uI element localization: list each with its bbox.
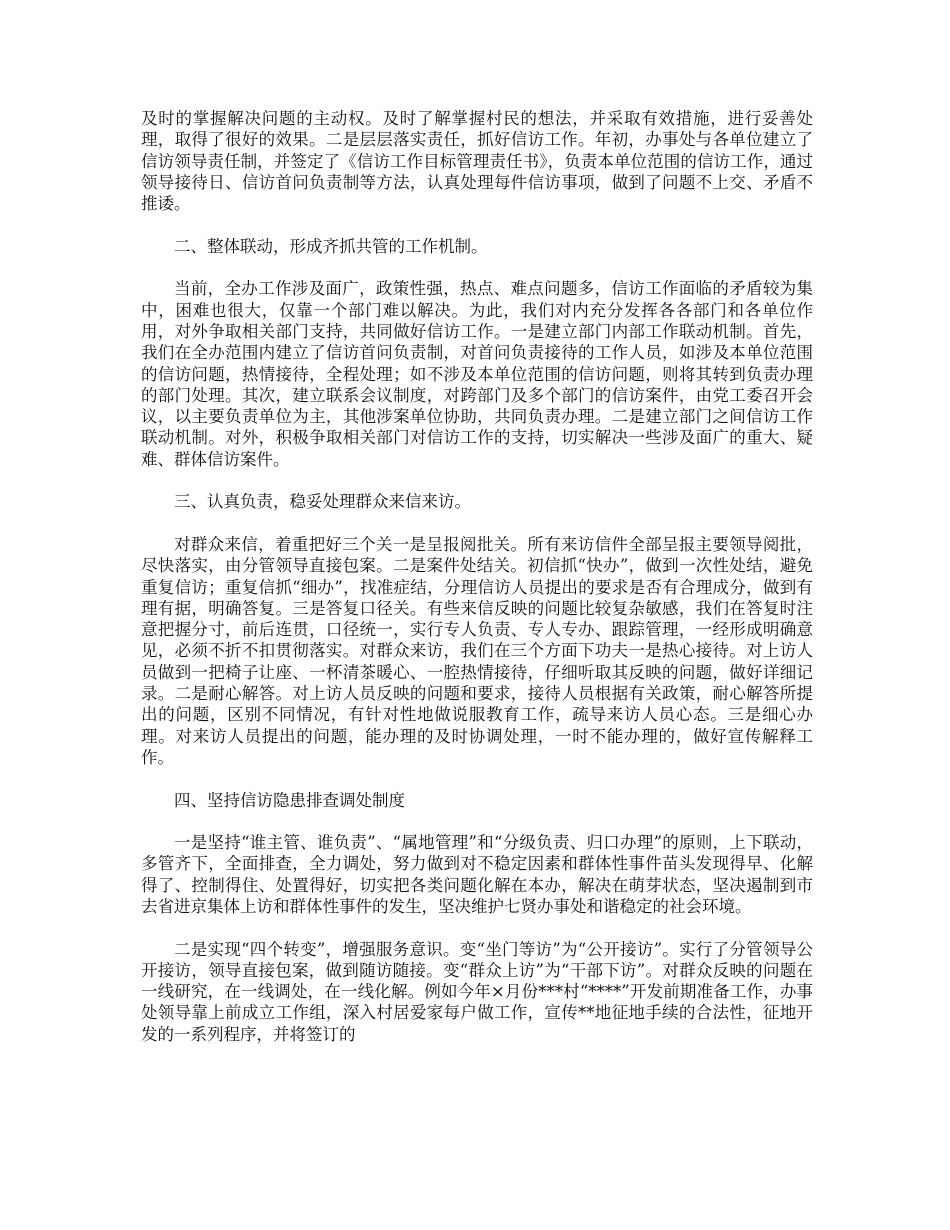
section-heading-4: 四、坚持信访隐患排查调处制度 bbox=[174, 790, 405, 810]
section-heading-3: 三、认真负责，稳妥处理群众来信来访。 bbox=[174, 492, 471, 512]
section-heading-2: 二、整体联动，形成齐抓共管的工作机制。 bbox=[174, 236, 488, 256]
paragraph-letters-visits: 对群众来信，着重把好三个关一是呈报阅批关。所有来访信件全部呈报主要领导阅批，尽快落实，由分管领导直接包案。二是案件处结关。初信抓“快办”，做到一次性处结，避免重复信访；重复信抓“细办”，找准症结，分理信访人员提出的要求是否有合理成分，做到有理有据，明确答复。三是答复口径关。有些来信反映的问题比较复杂敏感，我们在答复时注意把握分寸，前后连贯，口径统一，实行专人负责、专人专办、跟踪管理，一经形成明确意见，必须不折不扣贯彻落实。对群众来访，我们在三个方面下功夫一是热心接待。对上访人员做到一把椅子让座、一杯清茶暖心、一腔热情接待，仔细听取其反映的问题，做好详细记录。二是耐心解答。对上访人员反映的问题和要求，接待人员根据有关政策，耐心解答所提出的问题，区别不同情况，有针对性地做说服教育工作，疏导来访人员心态。三是细心办理。对来访人员提出的问题，能办理的及时协调处理，一时不能办理的，做好宣传解释工作。 bbox=[141, 534, 813, 767]
document-page bbox=[141, 108, 813, 1066]
paragraph-joint-mechanism: 当前，全办工作涉及面广，政策性强，热点、难点问题多，信访工作面临的矛盾较为集中，困难也很大，仅靠一个部门难以解决。为此，我们对内充分发挥各各部门和各单位作用，对外争取相关部门支持，共同做好信访工作。一是建立部门内部工作联动机制。首先，我们在全办范围内建立了信访首问负责制，对首问负责接待的工作人员，如涉及本单位范围的信访问题，热情接待，全程处理；如不涉及本单位范围的信访问题，则将其转到负责办理的部门处理。其次，建立联系会议制度，对跨部门及多个部门的信访案件，由党工委召开会议，以主要负责单位为主，其他涉案单位协助，共同负责办理。二是建立部门之间信访工作联动机制。对外，积极争取相关部门对信访工作的支持，切实解决一些涉及面广的重大、疑难、群体信访案件。 bbox=[141, 279, 813, 469]
paragraph-continued: 及时的掌握解决问题的主动权。及时了解掌握村民的想法，并采取有效措施，进行妥善处理，取得了很好的效果。二是层层落实责任，抓好信访工作。年初，办事处与各单位建立了信访领导责任制，并签定了《信访工作目标管理责任书》，负责本单位范围的信访工作，通过领导接待日、信访首问负责制等方法，认真处理每件信访事项，做到了问题不上交、矛盾不推诿。 bbox=[141, 109, 813, 214]
paragraph-principles: 一是坚持“谁主管、谁负责”、“属地管理”和“分级负责、归口办理”的原则，上下联动，多管齐下，全面排查，全力调处，努力做到对不稳定因素和群体性事件苗头发现得早、化解得了、控制得住、处置得好，切实把各类问题化解在本办，解决在萌芽状态，坚决遏制到市去省进京集体上访和群体性事件的发生，坚决维护七贤办事处和谐稳定的社会环境。 bbox=[141, 833, 813, 916]
paragraph-four-changes: 二是实现“四个转变”，增强服务意识。变“坐门等访”为“公开接访”。实行了分管领导公开接访，领导直接包案，做到随访随接。变“群众上访”为“干部下访”。对群众反映的问题在一线研究，在一线调处，在一线化解。例如今年×月份***村“****”开发前期准备工作，办事处领导靠上前成立工作组，深入村居爱家每户做工作，宣传**地征地手续的合法性，征地开发的一系列程序，并将签订的 bbox=[141, 939, 813, 1044]
